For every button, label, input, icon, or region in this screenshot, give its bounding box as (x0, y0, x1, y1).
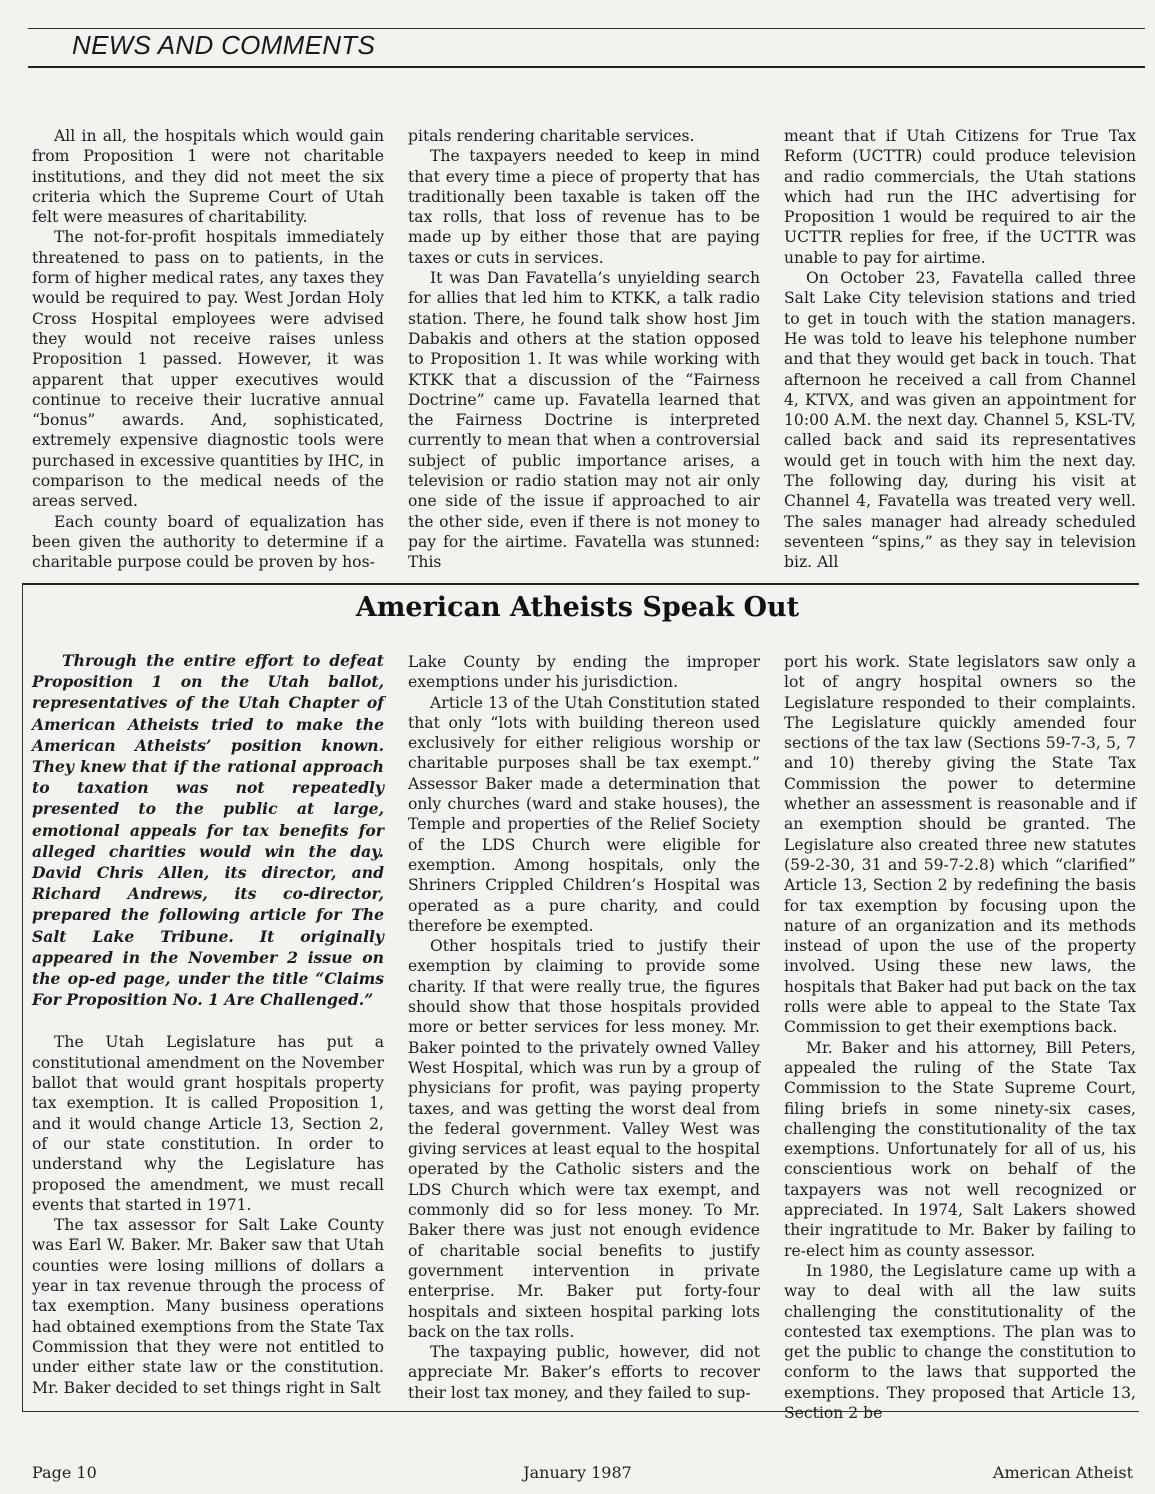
sidebar-column-1 (32, 650, 384, 1398)
paragraph: In 1980, the Legislature came up with a way to deal with all the law suits challenging the constitutionality of the contested tax exemptions. The plan was to get the public to change the constitution to conform to the laws that supported the exemptions. They proposed that Article 13, Section 2 be (784, 1261, 1136, 1422)
sidebar-column-3 (784, 652, 1136, 1423)
paragraph: Article 13 of the Utah Constitution stated that only “lots with building thereon used exclusively for either religious worship or charitable purposes shall be tax exempt.” Assessor Baker made a determination that only churches (ward and stake houses), the Temple and properties of the Relief Society of the LDS Church were eligible for exemption. Among hospitals, only the Shriners Crippled Children’s Hospital was operated as a pure charity, and could therefore be exempted. (408, 693, 760, 935)
sidebar-title: American Atheists Speak Out (355, 592, 800, 623)
paragraph: Other hospitals tried to justify their exemption by claiming to provide some charity. If that were really true, the figures should show that those hospitals provided more or better services for less money. Mr. Baker pointed to the privately owned Valley West Hospital, which was run by a group of physicians for profit, was paying property taxes, and was getting the worst deal from the federal government. Valley West was giving services at least equal to the hospital operated by the Catholic sisters and the LDS Church which were tax exempt, and commonly did so for less money. To Mr. Baker there was just not enough evidence of charitable social benefits to justify government intervention in private enterprise. Mr. Baker put forty-four hospitals and sixteen hospital parking lots back on the tax rolls. (408, 937, 760, 1341)
paragraph: port his work. State legislators saw only a lot of angry hospital owners so the Legislature responded to their complaints. The Legislature quickly amended four sections of the tax law (Sections 59-7-3, 5, 7 and 10) thereby giving the State Tax Commission the power to determine whether an assessment is reasonable and if an exemption should be granted. The Legislature also created three new statutes (59-2-30, 31 and 59-7-2.8) which “clarified” Article 13, Section 2 by redefining the basis for tax exemption by focusing upon the nature of an organization and its methods instead of upon the use of the property involved. Using these new laws, the hospitals that Baker had put back on the tax rolls were able to appeal to the State Tax Commission to get their exemptions back. (784, 653, 1136, 1037)
paragraph: The taxpayers needed to keep in mind that every time a piece of property that has traditionally been taxable is taken off the tax rolls, that loss of revenue has to be made up by either those that are paying taxes or cuts in services. (408, 147, 760, 267)
footer-page-number: Page 10 (32, 1463, 97, 1482)
paragraph: On October 23, Favatella called three Salt Lake City television stations and tried to get in touch with the station managers. He was told to leave his telephone number and that they would get back in touch. That afternoon he received a call from Channel 4, KTVX, and was given an appointment for 10:00 A.M. the next day. Channel 5, KSL-TV, called back and said its representatives would get in touch with him the next day. The following day, during his visit at Channel 4, Favatella was treated very well. The sales manager had already scheduled seventeen “spins,” as they say in television biz. All (784, 269, 1136, 572)
sidebar-column-2 (408, 652, 760, 1403)
footer-publication: American Atheist (992, 1463, 1133, 1482)
paragraph: The not-for-profit hospitals immediately threatened to pass on to patients, in the form of higher medical rates, any taxes they would be required to pay. West Jordan Holy Cross Hospital employees were advised they would not receive raises unless Proposition 1 passed. However, it was apparent that upper executives would continue to receive their lucrative annual “bonus” awards. And, sophisticated, extremely expensive diagnostic tools were purchased in excessive quantities by IHC, in comparison to the medical needs of the areas served. (32, 228, 384, 511)
paragraph: Each county board of equalization has been given the authority to determine if a charitable purpose could be proven by hos- (32, 512, 384, 572)
paragraph: pitals rendering charitable services. (408, 127, 695, 145)
paragraph: Lake County by ending the improper exemptions under his jurisdiction. (408, 653, 760, 692)
section-header: NEWS AND COMMENTS (72, 30, 376, 60)
article-column-2 (408, 126, 760, 573)
paragraph: The Utah Legislature has put a constitutional amendment on the November ballot that would grant hospitals property tax exemption. It is called Proposition 1, and it would change Article 13, Section 2, of our state constitution. In order to understand why the Legislature has proposed the amendment, we must recall events that started in 1971. (32, 1033, 384, 1214)
paragraph: The taxpaying public, however, did not appreciate Mr. Baker’s efforts to recover their lost tax money, and they failed to sup- (408, 1343, 760, 1402)
paragraph: Mr. Baker and his attorney, Bill Peters, appealed the ruling of the State Tax Commission to the State Supreme Court, filing briefs in some ninety-six cases, challenging the constitutionality of the tax exemptions. Unfortunately for all of us, his conscientious work on behalf of the taxpayers was not well recognized or appreciated. In 1974, Salt Lakers showed their ingratitude to Mr. Baker by failing to re-elect him as county assessor. (784, 1038, 1136, 1260)
article-column-1 (32, 126, 384, 573)
sidebar-intro: Through the entire effort to defeat Proposition 1 on the Utah ballot, representatives of the Utah Chapter of American Atheists tried to make the American Atheists’ position known. They knew that if the rational approach to taxation was not repeatedly presented to the public at large, emotional appeals for tax benefits for alleged charities would win the day. David Chris Allen, its director, and Richard Andrews, its co-director, prepared the following article for The Salt Lake Tribune. It originally appeared in the November 2 issue on the op-ed page, under the title “Claims For Proposition No. 1 Are Challenged.” (32, 651, 384, 1010)
paragraph: The tax assessor for Salt Lake County was Earl W. Baker. Mr. Baker saw that Utah counties were losing millions of dollars a year in tax revenue through the process of tax exemption. Many business operations had obtained exemptions from the State Tax Commission that they were not entitled to under either state law or the constitution. Mr. Baker decided to set things right in Salt (32, 1216, 384, 1397)
header-rule-top (28, 28, 1145, 29)
article-column-3 (784, 126, 1136, 573)
paragraph: It was Dan Favatella’s unyielding search for allies that led him to KTKK, a talk radio station. There, he found talk show host Jim Dabakis and others at the station opposed to Proposition 1. It was while working with KTKK that a discussion of the “Fairness Doctrine” came up. Favatella learned that the Fairness Doctrine is interpreted currently to mean that when a controversial subject of public importance arises, a television or radio station may not air only one side of the issue if approached to air the other side, even if there is not money to pay for the airtime. Favatella was stunned: This (408, 269, 760, 572)
paragraph: All in all, the hospitals which would gain from Proposition 1 were not charitable institutions, and they did not meet the six criteria which the Supreme Court of Utah felt were measures of charitability. (32, 127, 384, 227)
paragraph: meant that if Utah Citizens for True Tax Reform (UCTTR) could produce television and radio commercials, the Utah stations which had run the IHC advertising for Proposition 1 would be required to air the UCTTR replies for free, if the UCTTR was unable to pay for airtime. (784, 127, 1136, 267)
header-rule-bottom (28, 66, 1145, 68)
footer-date: January 1987 (523, 1463, 632, 1482)
